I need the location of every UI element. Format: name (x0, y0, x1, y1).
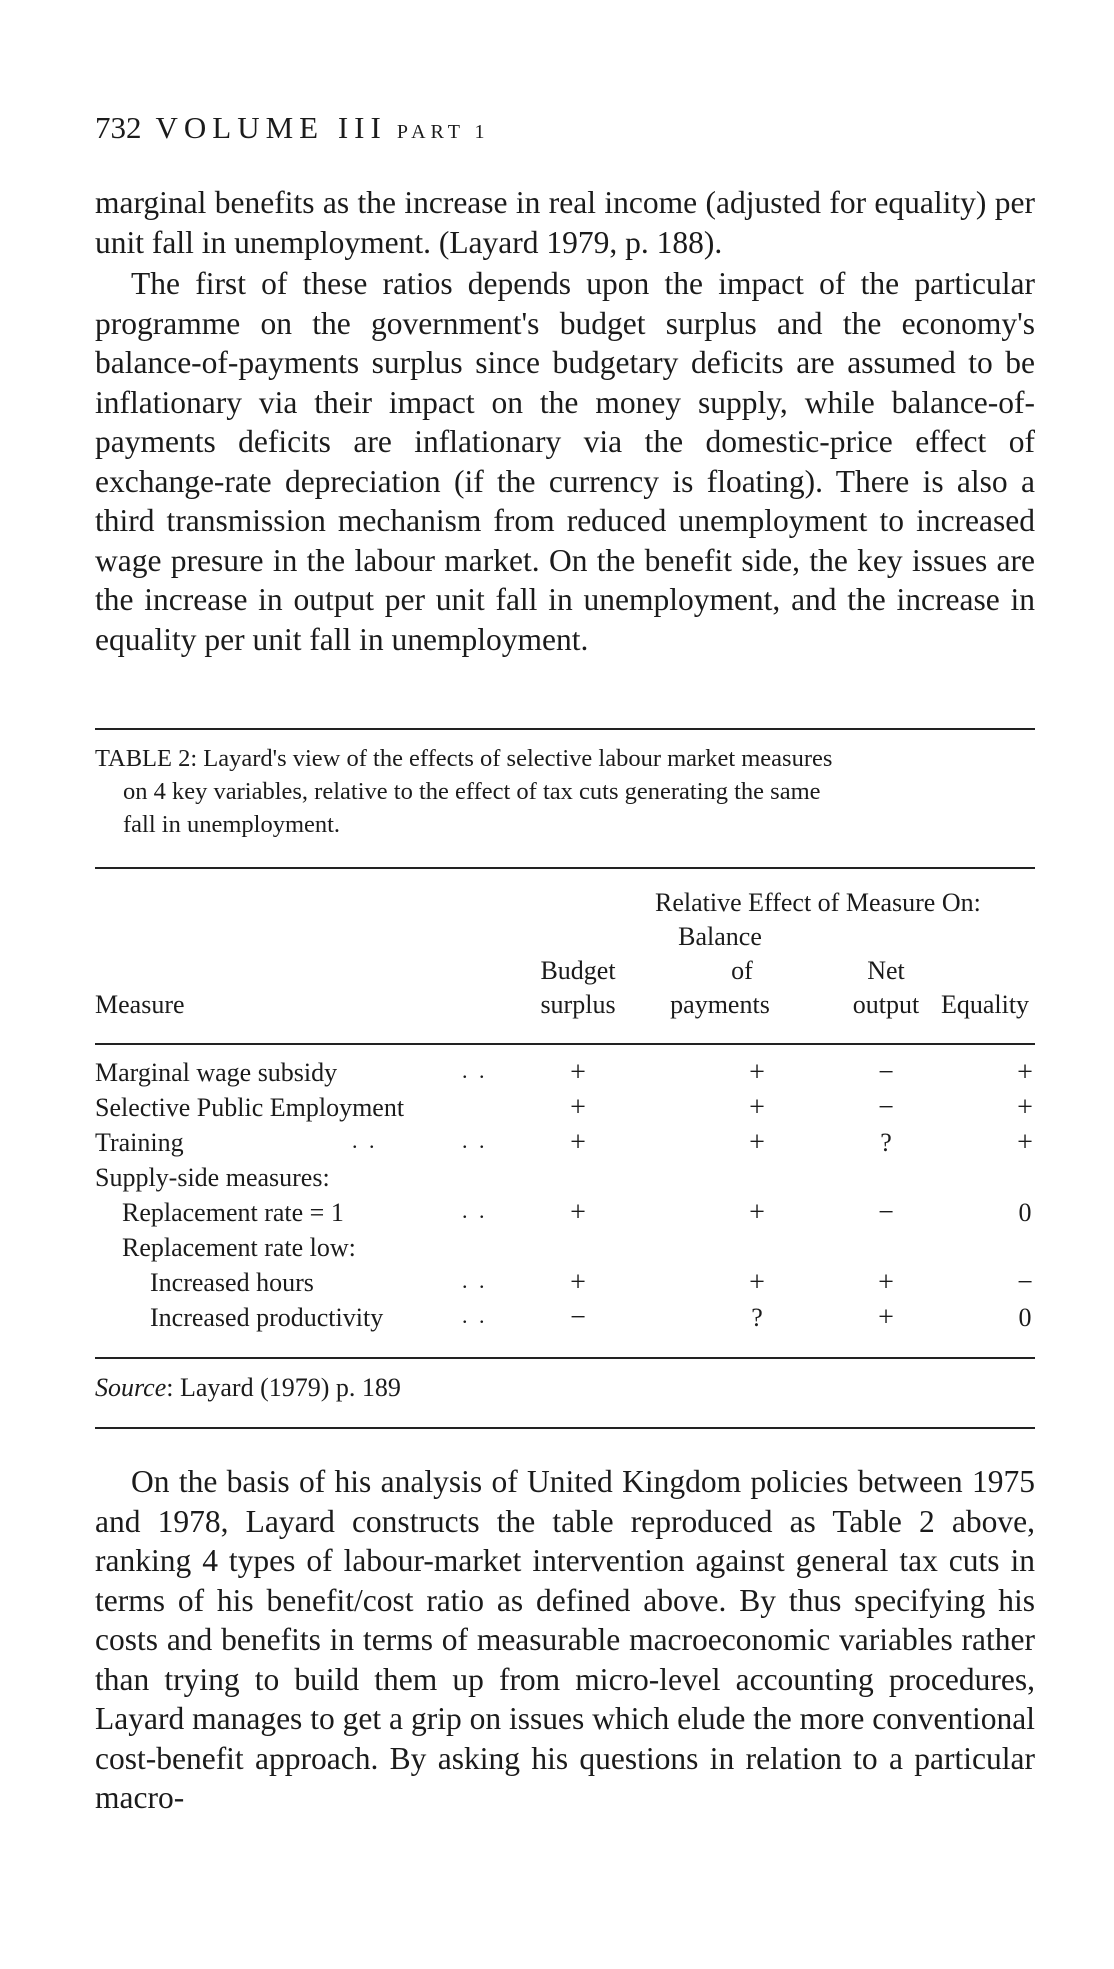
cell-balance: + (749, 1092, 765, 1123)
cell-budget: − (570, 1302, 586, 1333)
row-label: Training (95, 1128, 184, 1157)
leader-dots: . . (462, 1268, 488, 1293)
cell-equality: 0 (1018, 1198, 1032, 1227)
col-net-line1: Net (867, 956, 905, 985)
cell-equality: + (1017, 1057, 1033, 1088)
source-text: : Layard (1979) p. 189 (166, 1373, 401, 1402)
paragraph-analysis: On the basis of his analysis of United Kingdom policies between 1975 and 1978, Layard constructs the table reproduced as Table 2 above, ranking 4 types of labour-market intervention against general tax cuts in terms of his benefit/cost ratio as defined above. By thus specifying his costs and benefits in terms of measurable macroeconomic variables rather than trying to build them up from micro-level accounting procedures, Layard manages to get a grip on issues which elude the more conventional cost-benefit approach. By asking his questions in relation to a particular macro- (95, 1464, 1035, 1815)
table-top-rule (95, 728, 1035, 730)
cell-equality: 0 (1018, 1303, 1032, 1332)
row-label: Selective Public Employment (95, 1093, 405, 1122)
cell-net: + (878, 1302, 894, 1333)
group-header: Relative Effect of Measure On: (655, 888, 981, 917)
page-number: 732 (95, 110, 142, 145)
cell-budget: + (570, 1092, 586, 1123)
leader-dots: . . (462, 1128, 488, 1153)
running-header (95, 110, 490, 146)
row-label: Increased productivity (150, 1303, 384, 1332)
cell-balance: ? (751, 1303, 763, 1332)
paragraph-ratios: The first of these ratios depends upon the impact of the particular programme on the government's budget surplus and the economy's balance-of-payments surplus since budgetary deficits are assumed to be inflationary via their impact on the money supply, while balance-of-payments deficits are inflationary via the domestic-price effect of exchange-rate depreciation (if the currency is floating). There is also a third transmission mechanism from reduced unemployment to increased wage presure in the labour market. On the benefit side, the key issues are the increase in output per unit fall in unemployment, and the increase in equality per unit fall in unemployment. (95, 266, 1035, 657)
part-label: PART 1 (396, 121, 490, 143)
col-balance-line2: of (731, 956, 753, 985)
caption-line: fall in unemployment. (123, 811, 341, 838)
col-equality: Equality (940, 990, 1030, 1019)
leader-dots: . . (352, 1128, 378, 1153)
row-label: Supply-side measures: (95, 1163, 330, 1192)
table-caption (95, 742, 1035, 841)
col-budget-line1: Budget (540, 956, 616, 985)
cell-budget: + (570, 1267, 586, 1298)
cell-net: + (878, 1267, 894, 1298)
row-label: Increased hours (150, 1268, 314, 1297)
cell-net: − (878, 1197, 894, 1228)
table-source (95, 1373, 401, 1403)
cell-net: ? (880, 1128, 892, 1157)
row-label: Replacement rate low: (122, 1233, 356, 1262)
cell-equality: − (1017, 1267, 1033, 1298)
header-top-rule (95, 867, 1035, 869)
leader-dots: . . (462, 1303, 488, 1328)
row-label: Marginal wage subsidy (95, 1058, 338, 1087)
cell-net: − (878, 1092, 894, 1123)
col-balance-line1: Balance (678, 922, 762, 951)
table-end-rule (95, 1427, 1035, 1429)
cell-budget: + (570, 1197, 586, 1228)
cell-balance: + (749, 1197, 765, 1228)
source-label: Source (95, 1373, 167, 1402)
cell-equality: + (1017, 1092, 1033, 1123)
cell-equality: + (1017, 1127, 1033, 1158)
col-balance-line3: payments (670, 990, 770, 1019)
leader-dots: . . (462, 1058, 488, 1083)
table-body-bottom-rule (95, 1357, 1035, 1359)
cell-net: − (878, 1057, 894, 1088)
header-bottom-rule (95, 1043, 1035, 1045)
row-label: Replacement rate = 1 (122, 1198, 344, 1227)
cell-budget: + (570, 1127, 586, 1158)
cell-balance: + (749, 1057, 765, 1088)
cell-balance: + (749, 1267, 765, 1298)
caption-line: on 4 key variables, relative to the effect of tax cuts generating the same (123, 778, 821, 805)
paragraph-continuation: marginal benefits as the increase in real income (adjusted for equality) per unit fall in unemployment. (Layard 1979, p. 188). (95, 185, 1035, 260)
cell-balance: + (749, 1127, 765, 1158)
leader-dots: . . (462, 1198, 488, 1223)
col-net-line2: output (852, 990, 920, 1019)
col-measure: Measure (95, 990, 185, 1019)
caption-line: TABLE 2: Layard's view of the effects of selective labour market measures (95, 745, 833, 772)
cell-budget: + (570, 1057, 586, 1088)
col-budget-line2: surplus (540, 990, 616, 1019)
volume-label: VOLUME III (155, 110, 387, 145)
